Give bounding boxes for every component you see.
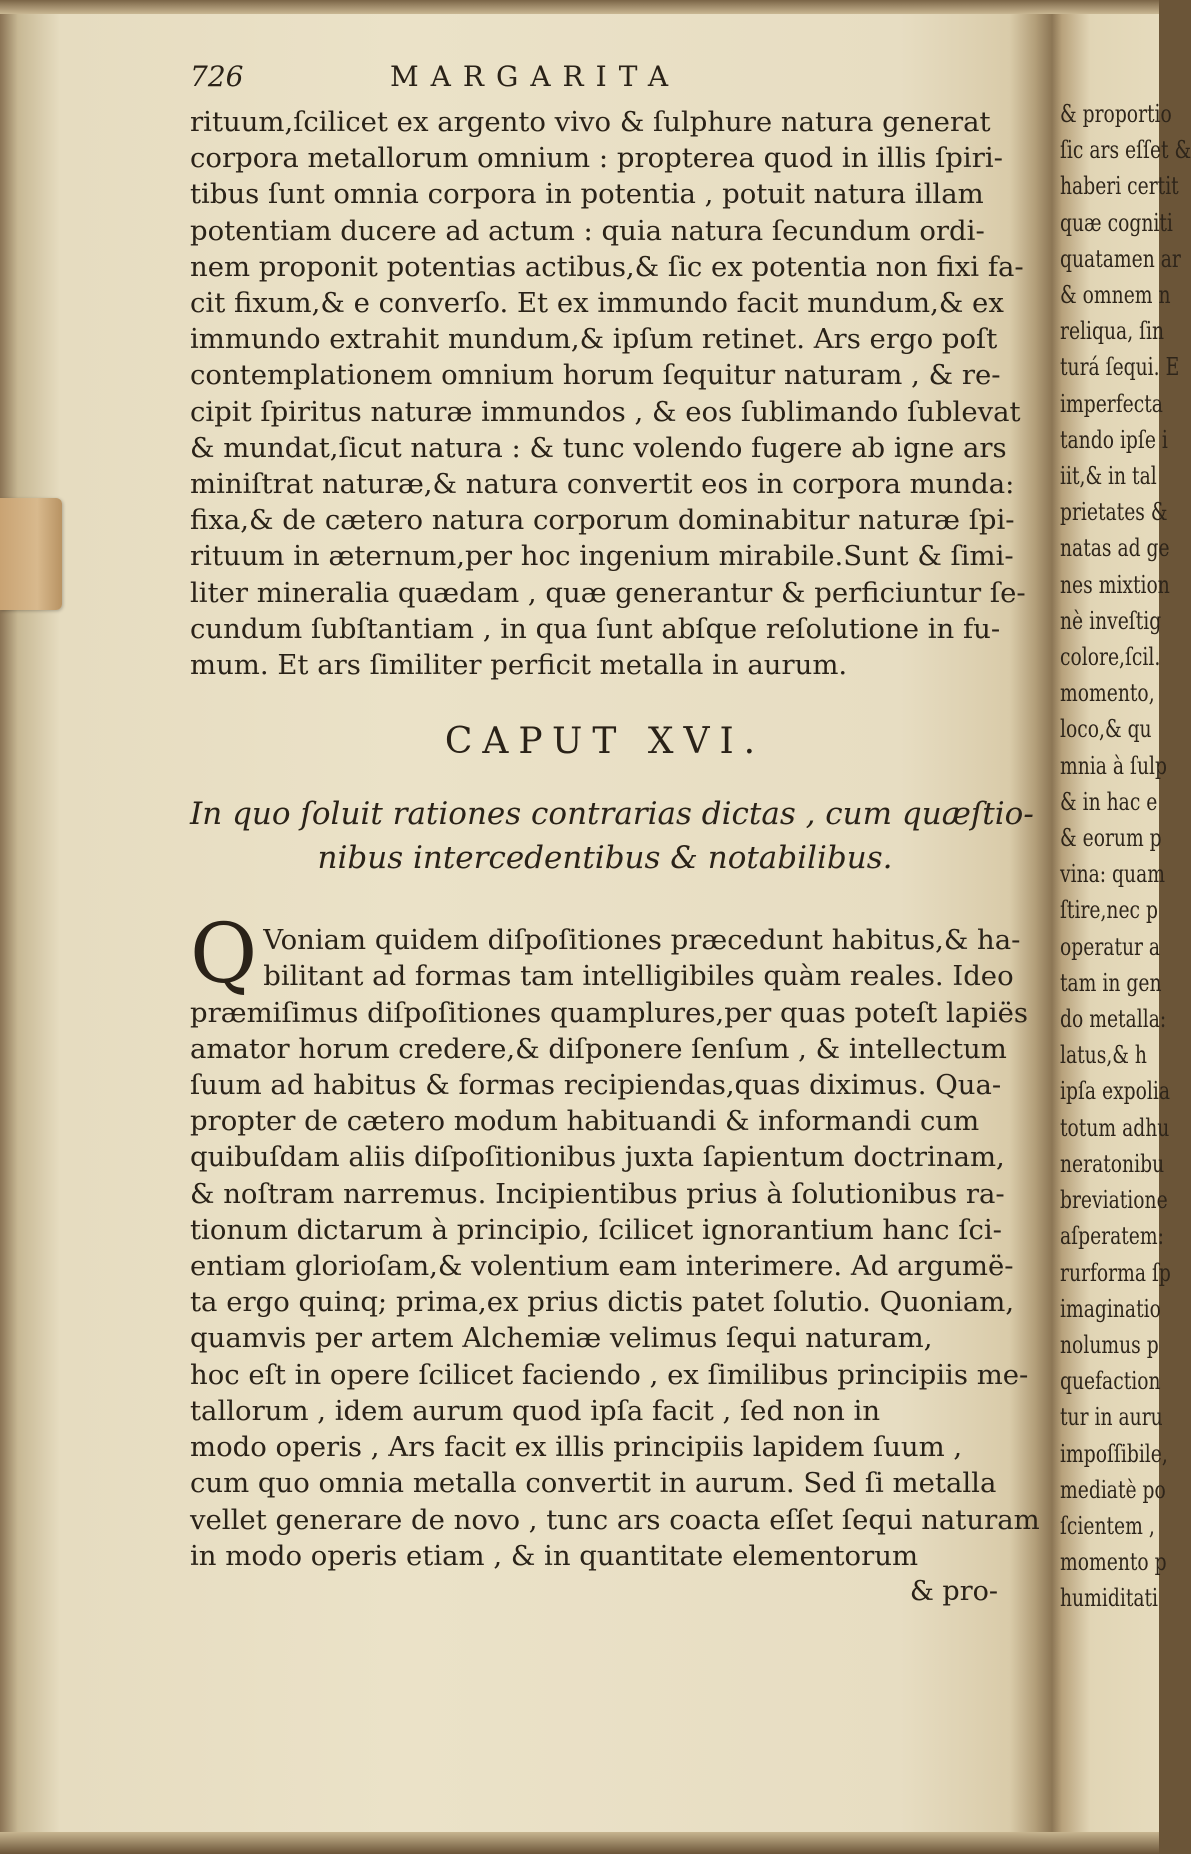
facing-line: aſperatem: xyxy=(1060,1222,1164,1251)
text-line: & noſtram narremus. Incipientibus prius à ſolutionibus ra- xyxy=(190,1177,1005,1210)
text-line: præmiſimus diſpoſitiones quamplures,per quas poteſt lapiës xyxy=(190,996,1028,1029)
facing-line: quatamen ar xyxy=(1060,244,1181,273)
text-line: miniſtrat naturæ,& natura convertit eos in corpora munda: xyxy=(190,468,1015,501)
text-line: hoc eſt in opere ſcilicet faciendo , ex ſimilibus principiis me- xyxy=(190,1358,1029,1391)
facing-line: colore,ſcil. xyxy=(1060,643,1161,672)
page-header xyxy=(190,60,1020,104)
facing-line: impoſſibile, xyxy=(1060,1439,1168,1468)
text-line: vellet generare de novo , tunc ars coacta eſſet ſequi naturam xyxy=(190,1503,1040,1536)
text-line: quamvis per artem Alchemiæ velimus ſequi naturam, xyxy=(190,1322,933,1355)
facing-line: ſcientem , xyxy=(1060,1511,1155,1540)
paragraph-1 xyxy=(190,104,1026,683)
facing-line: momento, xyxy=(1060,679,1155,708)
text-line: cum quo omnia metalla convertit in aurum. Sed ſi metalla xyxy=(190,1467,997,1500)
text-line: liter mineralia quædam , quæ generantur & perficiuntur ſe- xyxy=(190,576,1026,609)
text-line: ta ergo quinq; prima,ex prius dictis patet ſolutio. Quoniam, xyxy=(190,1286,1015,1319)
facing-line: turá ſequi. E xyxy=(1060,353,1180,382)
text-line: Voniam quidem diſpoſitiones præcedunt habitus,& ha- xyxy=(263,924,1021,957)
page-bottom-edge xyxy=(0,1832,1159,1854)
text-line: nem proponit potentias actibus,& ſic ex potentia non fixi fa- xyxy=(190,250,1024,283)
facing-line: do metalla: xyxy=(1060,1005,1167,1034)
text-line: quibuſdam aliis diſpoſitionibus juxta ſapientum doctrinam, xyxy=(190,1141,1005,1174)
text-line: bilitant ad formas tam intelligibiles quàm reales. Ideo xyxy=(263,960,1014,993)
facing-page-fragment xyxy=(1060,96,1191,1756)
facing-line: quæ cogniti xyxy=(1060,208,1173,237)
facing-line: totum adhu xyxy=(1060,1113,1170,1142)
facing-line: reliqua, ſin xyxy=(1060,317,1165,346)
text-line: immundo extrahit mundum,& ipſum retinet. Ars ergo poſt xyxy=(190,323,998,356)
facing-line: ſic ars eſſet & xyxy=(1060,136,1191,165)
text-line: tibus ſunt omnia corpora in potentia , potuit natura illam xyxy=(190,178,984,211)
chapter-subtitle xyxy=(190,792,1034,880)
facing-line: momento p xyxy=(1060,1548,1167,1577)
text-line: propter de cætero modum habituandi & informandi cum xyxy=(190,1105,980,1138)
facing-line: nè inveſtig xyxy=(1060,606,1162,635)
facing-line: iit,& in tal xyxy=(1060,462,1157,491)
catchword: & pro- xyxy=(909,1575,998,1607)
text-line: cit fixum,& e converſo. Et ex immundo facit mundum,& ex xyxy=(190,287,1004,320)
facing-line: quefaction xyxy=(1060,1367,1161,1396)
running-title: MARGARITA xyxy=(390,60,681,93)
text-line: ſuum ad habitus & formas recipiendas,quas diximus. Qua- xyxy=(190,1069,1002,1102)
facing-line: & in hac e xyxy=(1060,787,1158,816)
text-line: potentiam ducere ad actum : quia natura ſecundum ordi- xyxy=(190,214,985,247)
facing-line: ſtire,nec p xyxy=(1060,896,1158,925)
subtitle-line: nibus intercedentibus & notabilibus. xyxy=(317,840,893,877)
facing-line: & omnem n xyxy=(1060,281,1171,310)
facing-line: breviatione xyxy=(1060,1186,1168,1215)
text-line: fixa,& de cætero natura corporum dominabitur naturæ ſpi- xyxy=(190,504,1015,537)
facing-line: tando ipſe i xyxy=(1060,425,1168,454)
facing-line: tur in auru xyxy=(1060,1403,1163,1432)
facing-line: imperfecta xyxy=(1060,389,1163,418)
facing-line: imaginatio xyxy=(1060,1294,1161,1323)
text-line: mum. Et ars ſimiliter perficit metalla in aurum. xyxy=(190,649,848,682)
facing-line: loco,& qu xyxy=(1060,715,1152,744)
text-line: modo operis , Ars facit ex illis principiis lapidem ſuum , xyxy=(190,1431,963,1464)
facing-line: ipſa expolia xyxy=(1060,1077,1171,1106)
facing-line: mnia à ſulp xyxy=(1060,751,1167,780)
facing-line: humiditati xyxy=(1060,1584,1159,1613)
text-line: & mundat,ſicut natura : & tunc volendo fugere ab igne ars xyxy=(190,431,1007,464)
text-line: tallorum , idem aurum quod ipſa facit , ſed non in xyxy=(190,1394,881,1427)
subtitle-line: In quo ſoluit rationes contrarias dictas , cum quæſtio- xyxy=(190,796,1034,833)
text-line: contemplationem omnium horum ſequitur naturam , & re- xyxy=(190,359,1001,392)
facing-line: & proportio xyxy=(1060,100,1172,128)
text-line: tionum dictarum à principio, ſcilicet ignorantium hanc ſci- xyxy=(190,1213,1002,1246)
facing-line: tam in gen xyxy=(1060,968,1162,997)
text-line: cipit ſpiritus naturæ immundos , & eos ſublimando ſublevat xyxy=(190,395,1021,428)
chapter-title: CAPUT XVI. xyxy=(444,721,766,763)
text-line: amator horum credere,& diſponere ſenſum , & intellectum xyxy=(190,1032,1007,1065)
text-line: corpora metallorum omnium : propterea quod in illis ſpiri- xyxy=(190,142,1003,175)
facing-line: neratonibu xyxy=(1060,1149,1165,1178)
facing-line: nes mixtion xyxy=(1060,570,1170,599)
facing-line: operatur a xyxy=(1060,932,1161,961)
page-top-edge xyxy=(0,0,1159,14)
left-page xyxy=(190,60,1040,1610)
page-number: 726 xyxy=(190,60,244,93)
facing-line: & eorum p xyxy=(1060,824,1162,853)
facing-line: rurforma ſp xyxy=(1060,1258,1171,1287)
drop-cap: Q xyxy=(190,907,258,1003)
facing-line: prietates & xyxy=(1060,498,1168,527)
bookmark-ribbon xyxy=(0,498,62,610)
text-line: cundum ſubſtantiam , in qua ſunt abſque reſolutione in fu- xyxy=(190,612,1001,645)
text-line: entiam glorioſam,& volentium eam interimere. Ad argumë- xyxy=(190,1250,1014,1283)
facing-line: vina: quam xyxy=(1060,860,1165,889)
text-line: in modo operis etiam , & in quantitate elementorum xyxy=(190,1539,919,1572)
facing-line: latus,& h xyxy=(1060,1041,1147,1070)
paragraph-2 xyxy=(190,907,1040,1610)
text-line: rituum,ſcilicet ex argento vivo & ſulphure natura generat xyxy=(190,106,991,138)
facing-line: natas ad ge xyxy=(1060,534,1170,563)
facing-line: haberi certit xyxy=(1060,172,1179,201)
facing-line: nolumus p xyxy=(1060,1330,1159,1359)
facing-line: mediatè po xyxy=(1060,1475,1166,1504)
text-line: rituum in æternum,per hoc ingenium mirabile.Sunt & ſimi- xyxy=(190,540,1014,573)
